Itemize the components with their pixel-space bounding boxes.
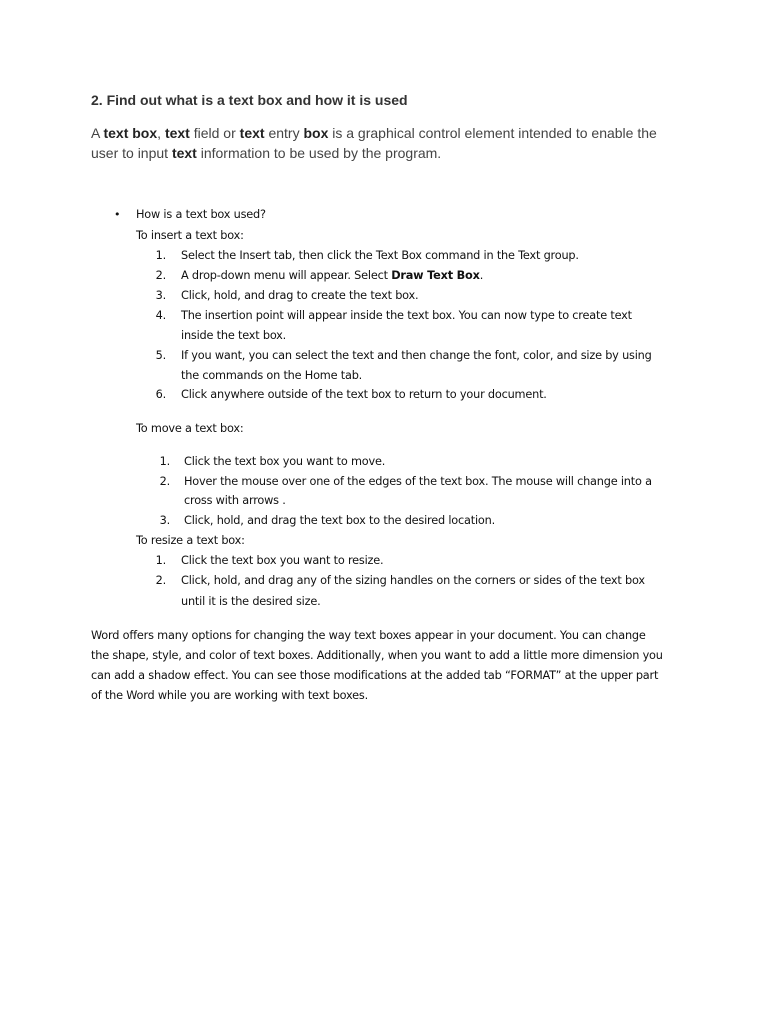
list-number: 2. [159, 475, 170, 488]
intro-bold: text [171, 145, 197, 161]
move-title: To move a text box: [136, 422, 244, 435]
intro-text: A [91, 125, 104, 141]
intro-bold: text [164, 125, 190, 141]
list-item-text: If you want, you can select the text and then change the font, color, and size by using [181, 349, 652, 362]
list-number: 4. [155, 309, 166, 322]
list-item-text: The insertion point will appear inside the text box. You can now type to create text [181, 309, 632, 322]
resize-title: To resize a text box: [136, 534, 245, 547]
paragraph-line: Word offers many options for changing the way text boxes appear in your document. You can change [91, 629, 646, 642]
bullet-icon: • [114, 208, 121, 221]
list-item-text: until it is the desired size. [181, 595, 321, 608]
list-number: 3. [155, 289, 166, 302]
paragraph-line: can add a shadow effect. You can see those modifications at the added tab “FORMAT” at the upper part [91, 669, 659, 682]
insert-title: To insert a text box: [136, 229, 244, 242]
list-item-text-part: A drop-down menu will appear. Select [181, 269, 392, 282]
list-item-text: Hover the mouse over one of the edges of the text box. The mouse will change into a [184, 475, 652, 488]
paragraph-line: of the Word while you are working with text boxes. [91, 689, 369, 702]
intro-line-1 [91, 123, 691, 143]
intro-paragraph [91, 123, 691, 163]
bullet-text: How is a text box used? [136, 208, 266, 221]
intro-line-2 [91, 143, 691, 163]
list-item-text: the commands on the Home tab. [181, 369, 363, 382]
list-number: 2. [155, 574, 166, 587]
list-item-text-part: . [479, 269, 484, 282]
closing-paragraph [91, 626, 691, 706]
list-number: 5. [155, 349, 166, 362]
list-number: 1. [155, 249, 166, 262]
list-number: 6. [155, 388, 166, 401]
paragraph-line: the shape, style, and color of text boxes. Additionally, when you want to add a little more dimension you [91, 649, 663, 662]
intro-text: user to input [91, 145, 172, 161]
list-number: 3. [159, 514, 170, 527]
intro-bold: box [303, 125, 329, 141]
list-item-text: Click the text box you want to move. [184, 455, 386, 468]
list-item-text: Click the text box you want to resize. [181, 554, 384, 567]
list-item-text: Click, hold, and drag to create the text box. [181, 289, 419, 302]
list-item-bold: Draw Text Box [391, 269, 480, 282]
intro-bold: text box [103, 125, 158, 141]
intro-text: information to be used by the program. [196, 145, 442, 161]
list-item-text: Click, hold, and drag the text box to the desired location. [184, 514, 495, 527]
section-heading: 2. Find out what is a text box and how it is used [91, 92, 408, 108]
list-item-text: Select the Insert tab, then click the Text Box command in the Text group. [181, 249, 579, 262]
list-item-text: inside the text box. [181, 329, 287, 342]
intro-text: is a graphical control element intended to enable the [328, 125, 657, 141]
list-item-text [181, 268, 483, 284]
intro-text: , [157, 125, 165, 141]
list-number: 2. [155, 269, 166, 282]
list-number: 1. [155, 554, 166, 567]
list-item-text: Click, hold, and drag any of the sizing handles on the corners or sides of the text box [181, 574, 645, 587]
list-number: 1. [159, 455, 170, 468]
list-item-text: Click anywhere outside of the text box to return to your document. [181, 388, 547, 401]
intro-text: field or [189, 125, 240, 141]
intro-bold: text [239, 125, 265, 141]
intro-text: entry [264, 125, 304, 141]
list-item-text: cross with arrows . [184, 494, 286, 507]
